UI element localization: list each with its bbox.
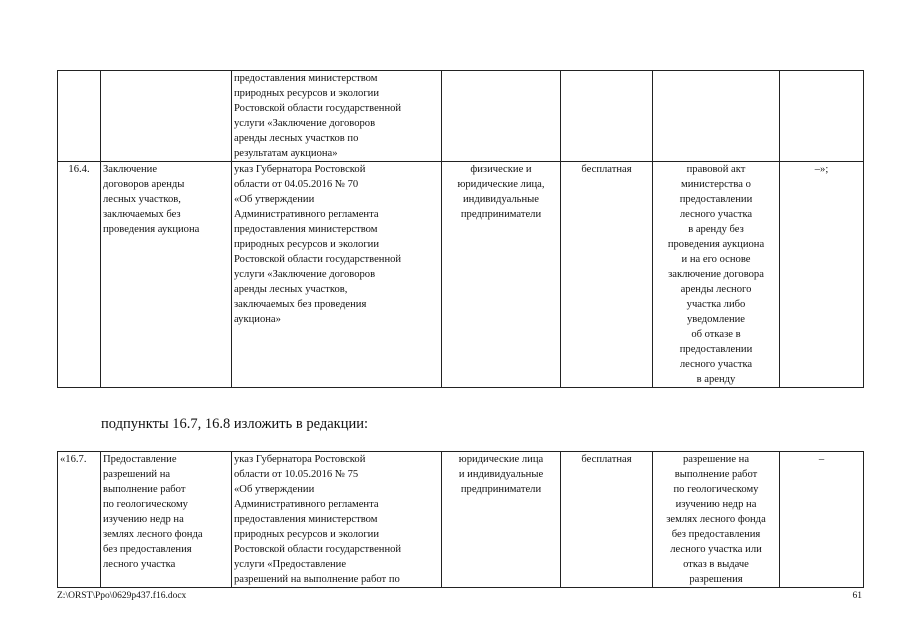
cell-result — [653, 71, 780, 162]
cell-number — [58, 71, 101, 162]
footer-file-path: Z:\ORST\Ppo\0629p437.f16.docx — [57, 591, 187, 601]
cell-fee: бесплатная — [561, 452, 653, 588]
table-row — [58, 162, 864, 388]
cell-recipients — [442, 71, 561, 162]
cell-service-name — [101, 71, 232, 162]
cell-service-name: Заключение договоров аренды лесных участков, заключаемых без проведения аукциона — [101, 162, 232, 388]
cell-service-name: Предоставление разрешений на выполнение работ по геологическому изучению недр на землях лесного фонда без предоставления лесного участка — [101, 452, 232, 588]
cell-recipients: физические и юридические лица, индивидуальные предприниматели — [442, 162, 561, 388]
cell-legal-act: указ Губернатора Ростовской области от 10.05.2016 № 75 «Об утверждении Административного регламента предоставления министерством природных ресурсов и экологии Ростовской области государственной услуги «Предоставление разрешений на выполнение работ по — [232, 452, 442, 588]
cell-recipients: юридические лица и индивидуальные предприниматели — [442, 452, 561, 588]
cell-note — [780, 71, 864, 162]
table-row — [58, 71, 864, 162]
cell-number: 16.4. — [58, 162, 101, 388]
cell-legal-act: указ Губернатора Ростовской области от 04.05.2016 № 70 «Об утверждении Административного регламента предоставления министерством природных ресурсов и экологии Ростовской области государственной услуги «Заключение договоров аренды лесных участков, заключаемых без проведения аукциона» — [232, 162, 442, 388]
cell-number: «16.7. — [58, 452, 101, 588]
cell-note: –»; — [780, 162, 864, 388]
services-table-top — [57, 70, 864, 388]
table-row — [58, 452, 864, 588]
services-table-bottom — [57, 451, 864, 588]
amendment-text: подпункты 16.7, 16.8 изложить в редакции: — [101, 416, 369, 432]
cell-result: разрешение на выполнение работ по геологическому изучению недр на землях лесного фонда без предоставления лесного участка или отказ в выдаче разрешения — [653, 452, 780, 588]
cell-note: – — [780, 452, 864, 588]
cell-legal-act: предоставления министерством природных ресурсов и экологии Ростовской области государственной услуги «Заключение договоров аренды лесных участков по результатам аукциона» — [232, 71, 442, 162]
cell-result: правовой акт министерства о предоставлении лесного участка в аренду без проведения аукциона и на его основе заключение договора аренды лесного участка либо уведомление об отказе в предоставлении лесного участка в аренду — [653, 162, 780, 388]
cell-fee — [561, 71, 653, 162]
footer-page-number: 61 — [852, 591, 862, 601]
cell-fee: бесплатная — [561, 162, 653, 388]
